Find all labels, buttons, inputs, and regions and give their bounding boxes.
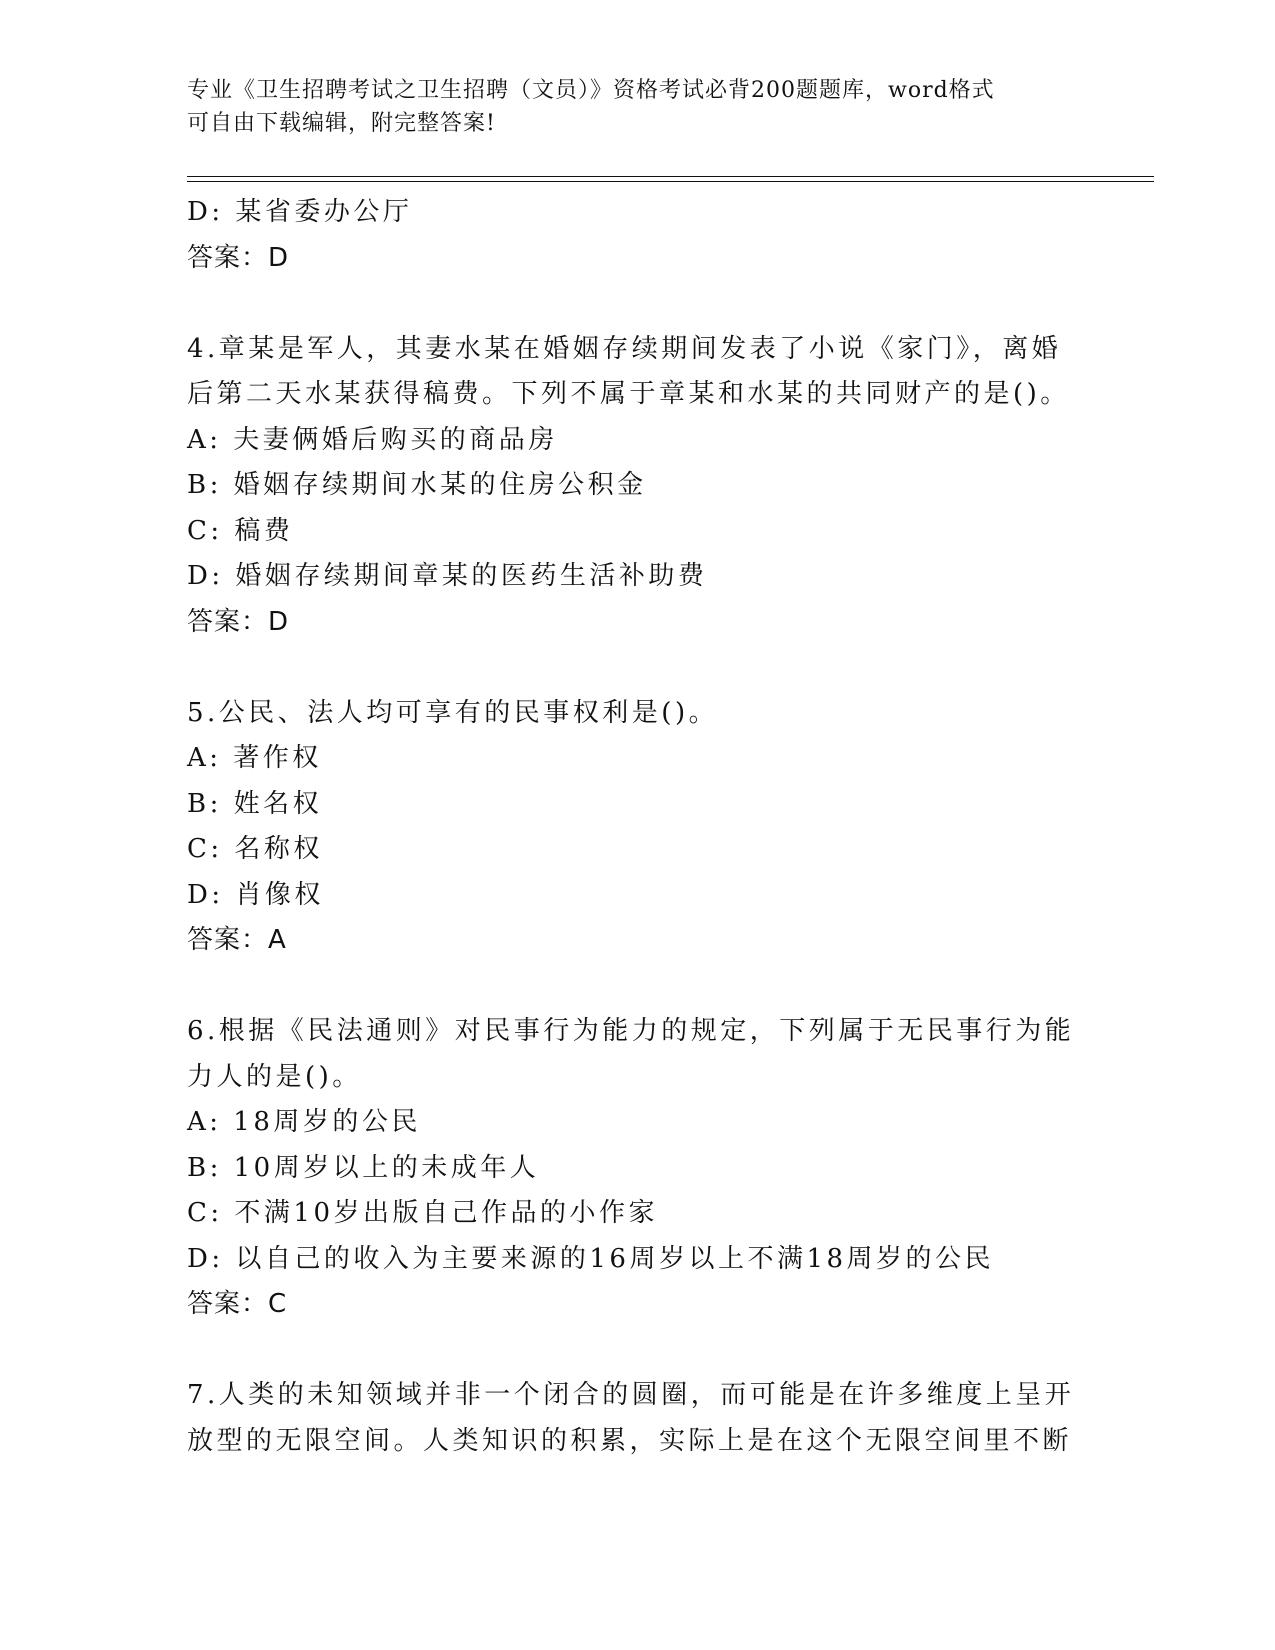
answer-line: 答案：C (187, 1289, 288, 1319)
header-line-1: 专业《卫生招聘考试之卫生招聘（文员）》资格考试必背200题题库，word格式 (187, 78, 995, 103)
question-stem-cont: 力人的是()。 (187, 1061, 362, 1092)
header-rule-bottom (187, 181, 1154, 182)
option-d: D: 婚姻存续期间章某的医药生活补助费 (187, 561, 708, 591)
question-5 (187, 691, 1067, 964)
option-a: A: 夫妻俩婚后购买的商品房 (187, 424, 558, 455)
answer-line: 答案：A (187, 925, 287, 955)
option-b: B: 姓名权 (187, 788, 323, 819)
option-d: D: 肖像权 (187, 879, 324, 910)
option-d: D: 以自己的收入为主要来源的16周岁以上不满18周岁的公民 (187, 1243, 995, 1274)
spacer (187, 1328, 1067, 1374)
question-stem: 7.人类的未知领域并非一个闭合的圆圈，而可能是在许多维度上呈开 (187, 1380, 1075, 1410)
question-4 (187, 327, 1070, 646)
option-a: A: 著作权 (187, 743, 322, 773)
option-c: C: 名称权 (187, 834, 323, 864)
question-stem: 4.章某是军人，其妻水某在婚姻存续期间发表了小说《家门》，离婚 (187, 333, 1062, 364)
option-c: C: 稿费 (187, 515, 294, 546)
question-3-tail (187, 190, 1067, 281)
answer-line: 答案：D (187, 242, 290, 273)
option-b: B: 婚姻存续期间水某的住房公积金 (187, 470, 647, 500)
option-c: C: 不满10岁出版自己作品的小作家 (187, 1198, 659, 1228)
question-stem: 6.根据《民法通则》对民事行为能力的规定，下列属于无民事行为能 (187, 1016, 1075, 1046)
header-rule-top (187, 176, 1154, 177)
option-a: A: 18周岁的公民 (187, 1107, 421, 1137)
question-7 (187, 1373, 1075, 1464)
spacer (187, 964, 1067, 1010)
spacer (187, 281, 1067, 327)
header-line-2: 可自由下载编辑，附完整答案! (187, 111, 496, 136)
question-stem-cont: 放型的无限空间。人类知识的积累，实际上是在这个无限空间里不断 (187, 1425, 1073, 1456)
document-header (187, 74, 1067, 140)
question-6 (187, 1009, 1075, 1328)
option-b: B: 10周岁以上的未成年人 (187, 1152, 540, 1183)
spacer (187, 645, 1067, 691)
question-list (187, 190, 1075, 1464)
question-stem-cont: 后第二天水某获得稿费。下列不属于章某和水某的共同财产的是()。 (187, 379, 1070, 409)
answer-line: 答案：D (187, 606, 290, 637)
option-d: D: 某省委办公厅 (187, 197, 413, 227)
question-stem: 5.公民、法人均可享有的民事权利是()。 (187, 697, 719, 728)
